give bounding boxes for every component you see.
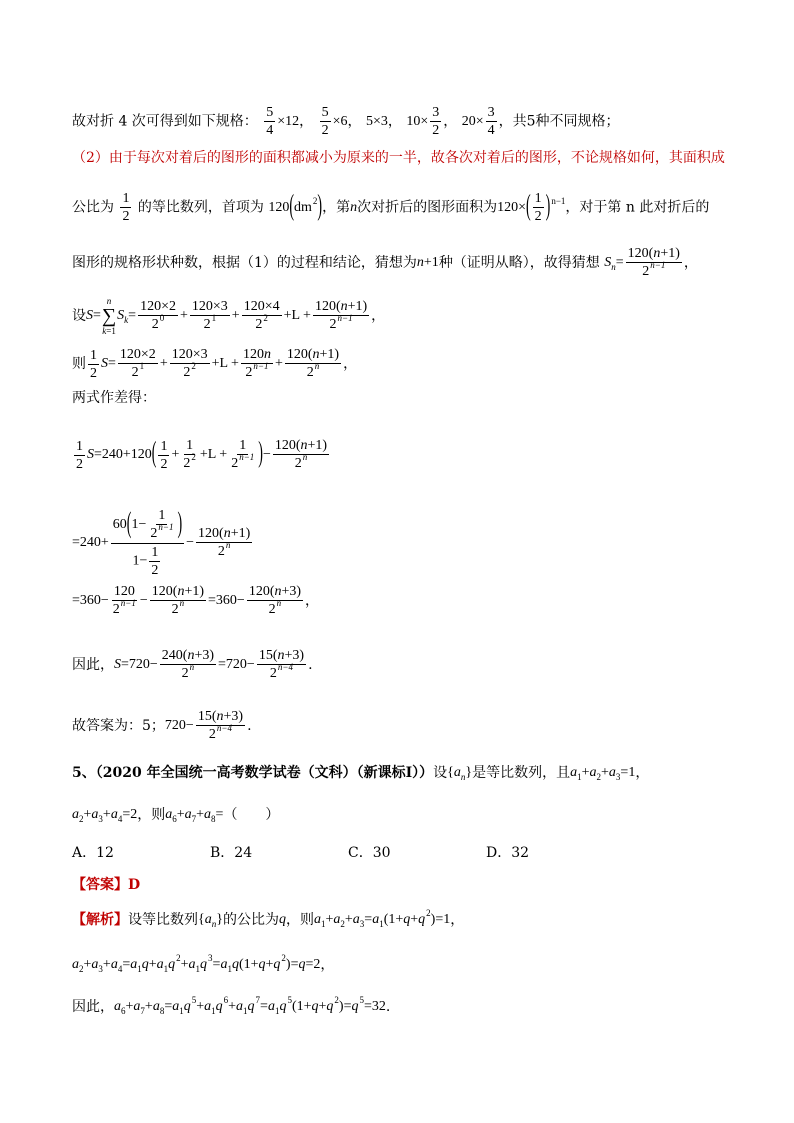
spec-4: 10× $\frac{3}{2}$: [406, 105, 440, 138]
part2-line3: 图形的规格形状种数，根据（1）的过程和结论，猜想为 n +1种（证明从略），故得猜想 S n = $\frac{120(n+1)}{2^{n-1}}$ ，: [72, 246, 698, 279]
diff-step-1: $\frac{1}{2}$ S =240+120 ( $\frac{1}{2}$ + $\frac{1}{2^2}$ +L + $\frac{1}{2^{n-1}}$ ) − $\frac{120(n+1)}{2^n}$: [76, 438, 328, 472]
q5-source: （2020 年全国统一高考数学试卷（文科）（新课标Ⅰ））: [95, 765, 434, 781]
spec-5: 20× $\frac{3}{4}$: [461, 105, 495, 138]
difference-label: 两式作差得：: [72, 390, 156, 406]
spec-2: $\frac{5}{2}$ ×6: [321, 105, 348, 138]
q5-options: [72, 843, 529, 863]
part2-line1: （2）由于每次对着后的图形的面积都减小为原来的一半，故各次对着后的图形，不论规格如何，其面积成: [72, 150, 725, 166]
analysis-line2: a 2 + a 3 + a 4 = a 1 q + a 1 q 2 + a 1 q 3 = a 1 q (1+ q + q 2 )= q =2，: [72, 953, 335, 974]
kinds-text: 种不同规格；: [535, 113, 620, 130]
diff-step-2: =240+ 60(1− $\frac{1}{2^{n-1}}$ ) 1− $\frac{1}{2}$ − $\frac{120(n+1)}{2^n}$: [72, 508, 251, 578]
q5-stem-line1: 5、（2020 年全国统一高考数学试卷（文科）（新课标Ⅰ））设{ a n }是等比数列，且 a 1 + a 2 + a 3 =1，: [72, 765, 650, 782]
analysis-line3: 因此， a 6 + a 7 + a 8 = a 1 q 5 + a 1 q 6 + a 1 q 7 = a 1 q 5 (1+ q + q 2 )= q 5 =32.: [72, 995, 391, 1016]
let-s-line: 设 S = n ∑ k=1 S k = $\frac{120\times 2}{2^0}$ + $\frac{120\times 3}{2^1}$ + $\frac{120\times 4}{2^2}$ +L + $\frac{120(n+1)}{2^{n-1}}$ ，: [72, 296, 386, 336]
answer-line: 故答案为：5；720− $\frac{15(n+3)}{2^{n-4}}$ .: [72, 709, 252, 742]
part2-line2: 公比为 $\frac{1}{2}$ 的等比数列，首项为 120 ( dm 2 ) ，第n次对折后的图形面积为120× ( $\frac{1}{2}$ ) n−1 ，对于第 n 此对折后的: [72, 190, 710, 224]
top-line: 故对折 4 次可得到如下规格： $\frac{5}{4}$ ×12， $\frac{5}{2}$ ×6， 5×3， 10× $\frac{3}{2}$ ， 20× $\frac{3}{4}$ ，共5种不同规格；: [72, 105, 620, 138]
q5-answer: 【答案】D: [72, 877, 141, 893]
spec-3: 5×3: [365, 113, 388, 129]
option-b: B．24: [210, 845, 253, 861]
option-a: A．12: [72, 845, 114, 861]
spec-1: $\frac{5}{4}$ ×12: [266, 105, 300, 138]
top-line-intro: 故对折 4 次可得到如下规格：: [72, 113, 258, 130]
count-five: 5: [526, 113, 536, 130]
diff-step-3: =360− $\frac{120}{2^{n-1}}$ − $\frac{120(n+1)}{2^n}$ =360− $\frac{120(n+3)}{2^n}$ ，: [72, 584, 320, 617]
gong-text: ，共: [498, 113, 527, 130]
half-s-line: 则 $\frac{1}{2}$ S = $\frac{120\times 2}{2^1}$ + $\frac{120\times 3}{2^2}$ +L + $\frac{120n}{2^{n-1}}$ + $\frac{120(n+1)}{2^n}$ ，: [72, 347, 358, 381]
option-d: D．32: [486, 845, 530, 861]
analysis-line1: 【解析】设等比数列{ a n }的公比为q，则 a 1 + a 2 + a 3 = a 1 (1+ q + q 2 )=1，: [72, 908, 465, 929]
q5-stem-line2: a 2 + a 3 + a 4 =2，则 a 6 + a 7 + a 8 =（ ）: [72, 807, 280, 824]
option-c: C．30: [348, 845, 391, 861]
s-result-line: 因此， S =720− $\frac{240(n+3)}{2^n}$ =720− $\frac{15(n+3)}{2^{n-4}}$ .: [72, 648, 313, 681]
